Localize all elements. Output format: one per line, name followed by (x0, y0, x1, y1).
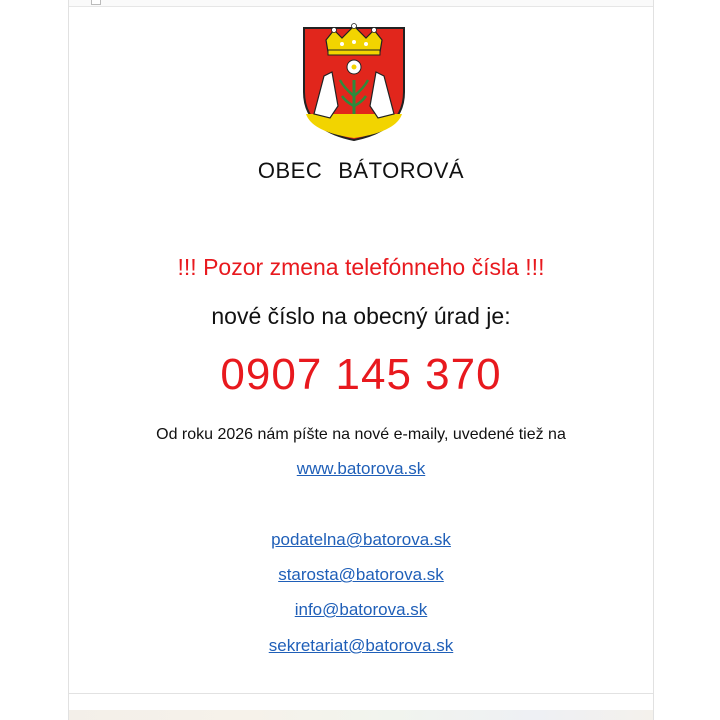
coat-of-arms-logo (300, 22, 408, 142)
new-number-label: nové číslo na obecný úrad je: (211, 303, 511, 329)
top-edge (69, 0, 653, 7)
corner-mark (91, 0, 101, 5)
website-link[interactable]: www.batorova.sk (296, 459, 426, 478)
website-row (69, 459, 653, 479)
document-page (68, 0, 654, 720)
title-word-batorova: BÁTOROVÁ (338, 158, 465, 183)
email-row (69, 565, 653, 585)
email-row (69, 530, 653, 550)
email-link-podatelna[interactable]: podatelna@batorova.sk (271, 530, 451, 549)
page-divider (69, 693, 653, 694)
warning-text: !!! Pozor zmena telefónneho čísla !!! (177, 254, 545, 280)
email-link-sekretariat[interactable]: sekretariat@batorova.sk (268, 636, 454, 655)
title-word-obec: OBEC (257, 158, 323, 183)
email-note: Od roku 2026 nám píšte na nové e-maily, uvedené tiež na (156, 426, 566, 443)
email-link-info[interactable]: info@batorova.sk (294, 600, 428, 619)
municipality-title (69, 158, 653, 184)
email-row (69, 600, 653, 620)
next-page-edge (69, 710, 653, 720)
email-link-starosta[interactable]: starosta@batorova.sk (278, 565, 444, 584)
email-row (69, 636, 653, 656)
phone-number: 0907 145 370 (220, 350, 502, 399)
